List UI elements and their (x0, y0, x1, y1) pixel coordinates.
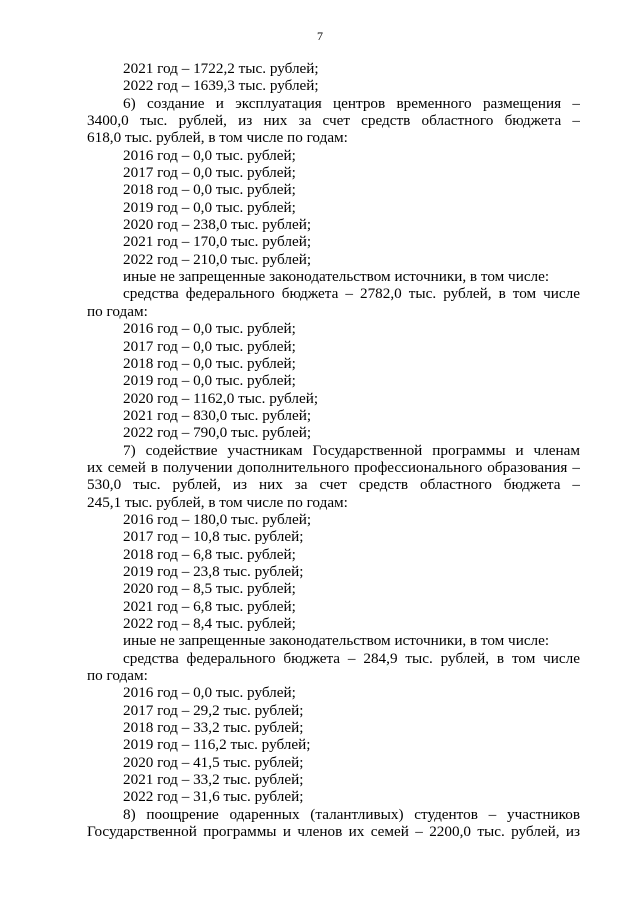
text-line: по годам: (87, 302, 148, 320)
text-line: 2020 год – 41,5 тыс. рублей; (123, 753, 304, 771)
text-line: 2016 год – 180,0 тыс. рублей; (123, 510, 312, 528)
text-line: 2020 год – 1162,0 тыс. рублей; (123, 389, 319, 407)
text-line: 618,0 тыс. рублей, в том числе по годам: (87, 129, 348, 147)
text-line: 2019 год – 0,0 тыс. рублей; (123, 372, 296, 390)
text-line: 2016 год – 0,0 тыс. рублей; (123, 146, 296, 164)
text-line: Государственной программы и членов их семей – 2200,0 тыс. рублей, из (87, 823, 580, 841)
text-line: 2019 год – 0,0 тыс. рублей; (123, 198, 296, 216)
text-line: иные не запрещенные законодательством источники, в том числе: (123, 268, 550, 286)
text-line: средства федерального бюджета – 284,9 тыс. рублей, в том числе (123, 649, 580, 667)
text-line: 7) содействие участникам Государственной программы и членам (123, 441, 580, 459)
document-body (87, 60, 580, 840)
text-line: 2021 год – 6,8 тыс. рублей; (123, 597, 296, 615)
text-line: 2017 год – 10,8 тыс. рублей; (123, 528, 304, 546)
text-line: 2022 год – 1639,3 тыс. рублей; (123, 77, 319, 95)
text-line: 2017 год – 29,2 тыс. рублей; (123, 701, 304, 719)
text-line: 2022 год – 210,0 тыс. рублей; (123, 250, 312, 268)
text-line: 2016 год – 0,0 тыс. рублей; (123, 320, 296, 338)
text-line: 2021 год – 1722,2 тыс. рублей; (123, 60, 319, 77)
text-line: 2019 год – 116,2 тыс. рублей; (123, 736, 311, 754)
text-line: 2021 год – 830,0 тыс. рублей; (123, 406, 312, 424)
text-line: 2018 год – 0,0 тыс. рублей; (123, 181, 296, 199)
text-line: 2022 год – 31,6 тыс. рублей; (123, 788, 304, 806)
text-line: 2016 год – 0,0 тыс. рублей; (123, 684, 296, 702)
text-line: 2020 год – 238,0 тыс. рублей; (123, 216, 312, 234)
text-line: 3400,0 тыс. рублей, из них за счет средств областного бюджета – (87, 112, 580, 130)
page-number: 7 (317, 29, 323, 43)
text-line: средства федерального бюджета – 2782,0 тыс. рублей, в том числе (123, 285, 580, 303)
text-line: 2017 год – 0,0 тыс. рублей; (123, 164, 296, 182)
text-line: по годам: (87, 667, 148, 685)
text-line: 245,1 тыс. рублей, в том числе по годам: (87, 493, 348, 511)
text-line: 8) поощрение одаренных (талантливых) студентов – участников (123, 805, 580, 823)
text-line: 530,0 тыс. рублей, из них за счет средств областного бюджета – (87, 476, 580, 494)
text-line: иные не запрещенные законодательством источники, в том числе: (123, 632, 550, 650)
text-line: 6) создание и эксплуатация центров временного размещения – (123, 94, 580, 112)
text-line: 2020 год – 8,5 тыс. рублей; (123, 580, 296, 598)
text-line: 2017 год – 0,0 тыс. рублей; (123, 337, 296, 355)
text-line: 2018 год – 0,0 тыс. рублей; (123, 354, 296, 372)
text-line: 2021 год – 170,0 тыс. рублей; (123, 233, 312, 251)
text-line: 2019 год – 23,8 тыс. рублей; (123, 562, 304, 580)
text-line: их семей в получении дополнительного профессионального образования – (87, 458, 580, 476)
text-line: 2021 год – 33,2 тыс. рублей; (123, 771, 304, 789)
text-line: 2022 год – 8,4 тыс. рублей; (123, 615, 296, 632)
text-line: 2022 год – 790,0 тыс. рублей; (123, 424, 312, 442)
text-line: 2018 год – 6,8 тыс. рублей; (123, 545, 296, 563)
text-line: 2018 год – 33,2 тыс. рублей; (123, 719, 304, 737)
